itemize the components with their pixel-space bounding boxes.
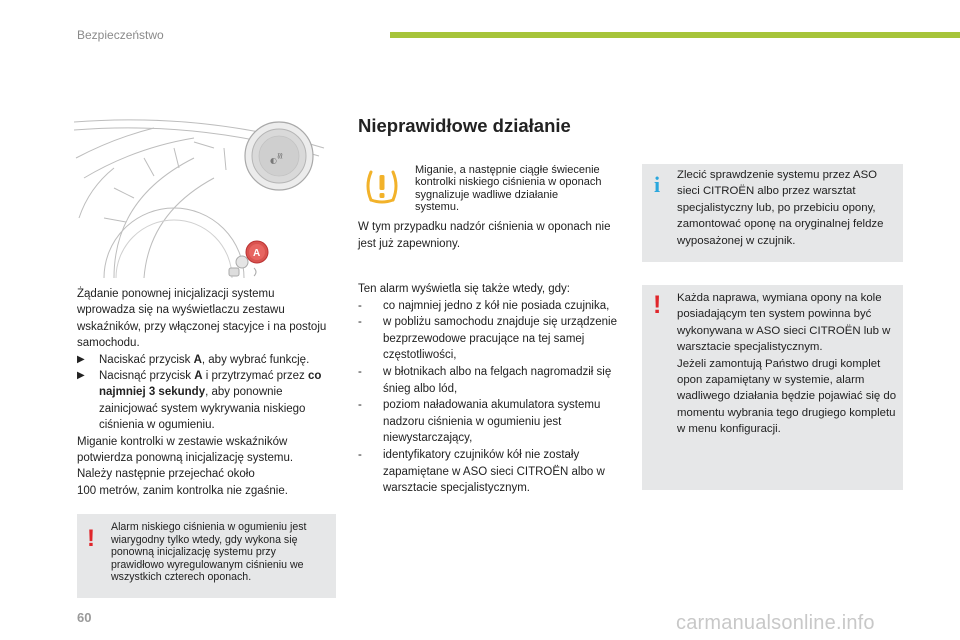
reinit-intro: Żądanie ponownej inicjalizacji systemu wprowadza się na wyświetlaczu zestawu wskaźników, przy włączonej stacyjce i na postoju samochodu.	[77, 288, 327, 350]
repair-warning-para-2: Jeżeli zamontują Państwo drugi komplet opon zapamiętany w systemie, alarm wadliwego działania będzie pojawiać się do momentu wybrania tego drugiego kompletu w menu konfiguracji.	[677, 357, 897, 436]
alarm-conditions-intro: Ten alarm wyświetla się także wtedy, gdy:	[358, 283, 570, 295]
alarm-conditions	[358, 281, 620, 497]
instrument-cluster-illustration	[74, 118, 332, 278]
info-icon: i	[654, 172, 661, 197]
tpms-fault-description: Miganie, a następnie ciągłe świecenie kontrolki niskiego ciśnienia w oponach sygnalizuje wadliwe działanie systemu.	[415, 164, 602, 214]
fault-consequence: W tym przypadku nadzór ciśnienia w oponach nie jest już zapewniony.	[358, 221, 611, 250]
bullet-mark-icon: ▶	[77, 370, 85, 382]
page-title: Nieprawidłowe działanie	[358, 115, 571, 136]
pressure-warning-text: Alarm niskiego ciśnienia w ogumieniu jest wiarygodny tylko wtedy, gdy wykona się ponowną inicjalizację systemu przy prawidłowo wyregulowanym ciśnieniu we wszystkich czterech oponach.	[111, 521, 307, 584]
list-item: - identyfikatory czujników kół nie zostały zapamiętane w ASO sieci CITROËN albo w warsztacie specjalistycznym.	[358, 448, 605, 495]
repair-warning-box	[642, 285, 903, 490]
reinit-instructions	[77, 286, 335, 499]
bullet-mark-icon: ▶	[77, 353, 85, 365]
svg-text:≋: ≋	[274, 152, 284, 160]
button-a-label: A	[253, 248, 261, 259]
list-item: - w pobliżu samochodu znajduje się urządzenie bezprzewodowe pracujące na tej samej częstotliwości,	[358, 316, 617, 362]
dial-knob	[245, 122, 313, 190]
tpms-warning-icon	[362, 166, 402, 206]
header-accent-bar	[390, 32, 960, 38]
list-item: - poziom naładowania akumulatora systemu nadzoru ciśnienia w ogumieniu jest niewystarczający,	[358, 399, 601, 445]
list-item: - w błotnikach albo na felgach nagromadził się śnieg albo lód,	[358, 365, 612, 395]
info-text: Zlecić sprawdzenie systemu przez ASO sieci CITROËN albo przez warsztat specjalistyczny lub, po przebiciu opony, zamontować oponę na oryginalnej feldze wyposażonej w czujnik.	[677, 169, 884, 247]
cluster-drawing	[74, 118, 332, 278]
reinit-drive-distance: 100 metrów, zanim kontrolka nie zgaśnie.	[77, 484, 288, 497]
repair-warning-para-1: Każda naprawa, wymiana opony na kole posiadającym ten system powinna być wykonywana w ASO sieci CITROËN lub w warsztacie specjalistycznym.	[677, 292, 891, 354]
reinit-step-2: ▶ Nacisnąć przycisk A i przytrzymać przez co najmniej 3 sekundy, aby ponownie zainicjować system wykrywania niskiego ciśnienia w ogumieniu.	[77, 370, 322, 432]
warning-icon: !	[87, 525, 95, 552]
repair-warning-text	[677, 290, 903, 438]
svg-text:◐: ◐	[270, 156, 277, 165]
reinit-drive: Należy następnie przejechać około	[77, 468, 255, 481]
info-box	[642, 164, 903, 262]
button-a-icon	[246, 241, 268, 263]
list-item: - co najmniej jedno z kół nie posiada czujnika,	[358, 299, 610, 312]
page-number: 60	[77, 610, 92, 625]
watermark: carmanualsonline.info	[676, 612, 875, 634]
pressure-warning-box	[77, 514, 336, 598]
reinit-step-1: ▶ Naciskać przycisk A, aby wybrać funkcję.	[77, 352, 335, 368]
reinit-confirm: Miganie kontrolki w zestawie wskaźników potwierdza ponowną inicjalizację systemu.	[77, 435, 294, 465]
warning-icon: !	[653, 291, 662, 319]
section-title: Bezpieczeństwo	[77, 28, 164, 42]
